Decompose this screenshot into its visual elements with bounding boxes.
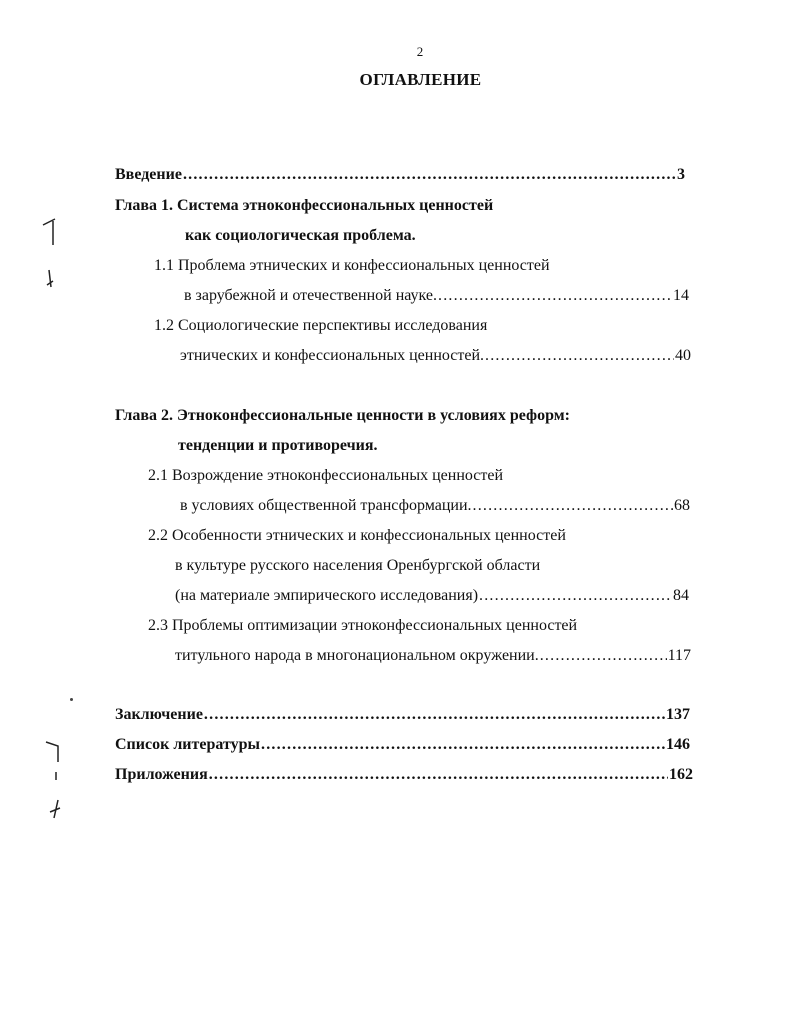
section-2-2-title: 2.2 Особенности этнических и конфессиональных ценностей (148, 527, 566, 544)
toc-page-number: 3 (677, 166, 685, 183)
toc-page-number: 68 (674, 497, 690, 514)
section-2-2-title-cont: в культуре русского населения Оренбургской области (175, 557, 541, 574)
dot-leader (204, 705, 665, 725)
toc-entry-label: Список литературы (115, 736, 260, 753)
dot-leader (540, 646, 667, 666)
toc-entry-label: титульного народа в многонациональном окружении. (175, 647, 539, 664)
toc-entry-section-1-2 (180, 346, 691, 366)
chapter1-heading-cont: как социологическая проблема. (185, 227, 416, 244)
toc-entry-label: Введение (115, 166, 182, 183)
toc-entry-label: (на материале эмпирического исследования) (175, 587, 479, 604)
toc-entry-section-2-2 (175, 586, 689, 606)
dot-leader (438, 286, 672, 306)
toc-page-number: 162 (669, 766, 693, 783)
toc-entry-label: Заключение (115, 706, 203, 723)
dot-leader (183, 165, 676, 185)
dot-leader (209, 765, 668, 785)
section-2-3-title: 2.3 Проблемы оптимизации этноконфессиональных ценностей (148, 617, 578, 634)
chapter2-heading-cont: тенденции и противоречия. (178, 437, 378, 454)
chapter1-heading: Глава 1. Система этноконфессиональных ценностей (115, 197, 494, 214)
chapter2-heading: Глава 2. Этноконфессиональные ценности в условиях реформ: (115, 407, 570, 424)
toc-entry-label: Приложения (115, 766, 208, 783)
toc-entry-section-2-1 (180, 496, 690, 516)
dot-leader (261, 735, 665, 755)
toc-page-number: 117 (667, 647, 691, 664)
toc-page-number: 146 (666, 736, 690, 753)
toc-entry-appendices (115, 765, 693, 785)
toc-entry-introduction (115, 165, 685, 185)
toc-entry-references (115, 735, 690, 755)
page-title: ОГЛАВЛЕНИЕ (359, 70, 482, 89)
section-1-1-title: 1.1 Проблема этнических и конфессиональных ценностей (154, 257, 550, 274)
toc-entry-section-2-3 (175, 646, 691, 666)
scan-margin-marks-top (35, 215, 65, 295)
toc-entry-label: этнических и конфессиональных ценностей. (180, 347, 485, 364)
toc-entry-section-1-1 (184, 286, 689, 306)
scan-speck (70, 698, 73, 701)
toc-entry-label: в зарубежной и отечественной науке. (184, 287, 438, 304)
section-2-1-title: 2.1 Возрождение этноконфессиональных ценностей (148, 467, 504, 484)
toc-page-number: 137 (666, 706, 690, 723)
dot-leader (473, 496, 674, 516)
toc-entry-conclusion (115, 705, 690, 725)
toc-entry-label: в условиях общественной трансформации. (180, 497, 472, 514)
toc-page-number: 40 (675, 347, 691, 364)
page-number: 2 (416, 44, 424, 59)
toc-page-number: 84 (673, 587, 689, 604)
dot-leader (485, 346, 674, 366)
toc-page-number: 14 (673, 287, 689, 304)
section-1-2-title: 1.2 Социологические перспективы исследования (154, 317, 488, 334)
scan-margin-marks-bottom (40, 738, 70, 833)
dot-leader (479, 586, 672, 606)
